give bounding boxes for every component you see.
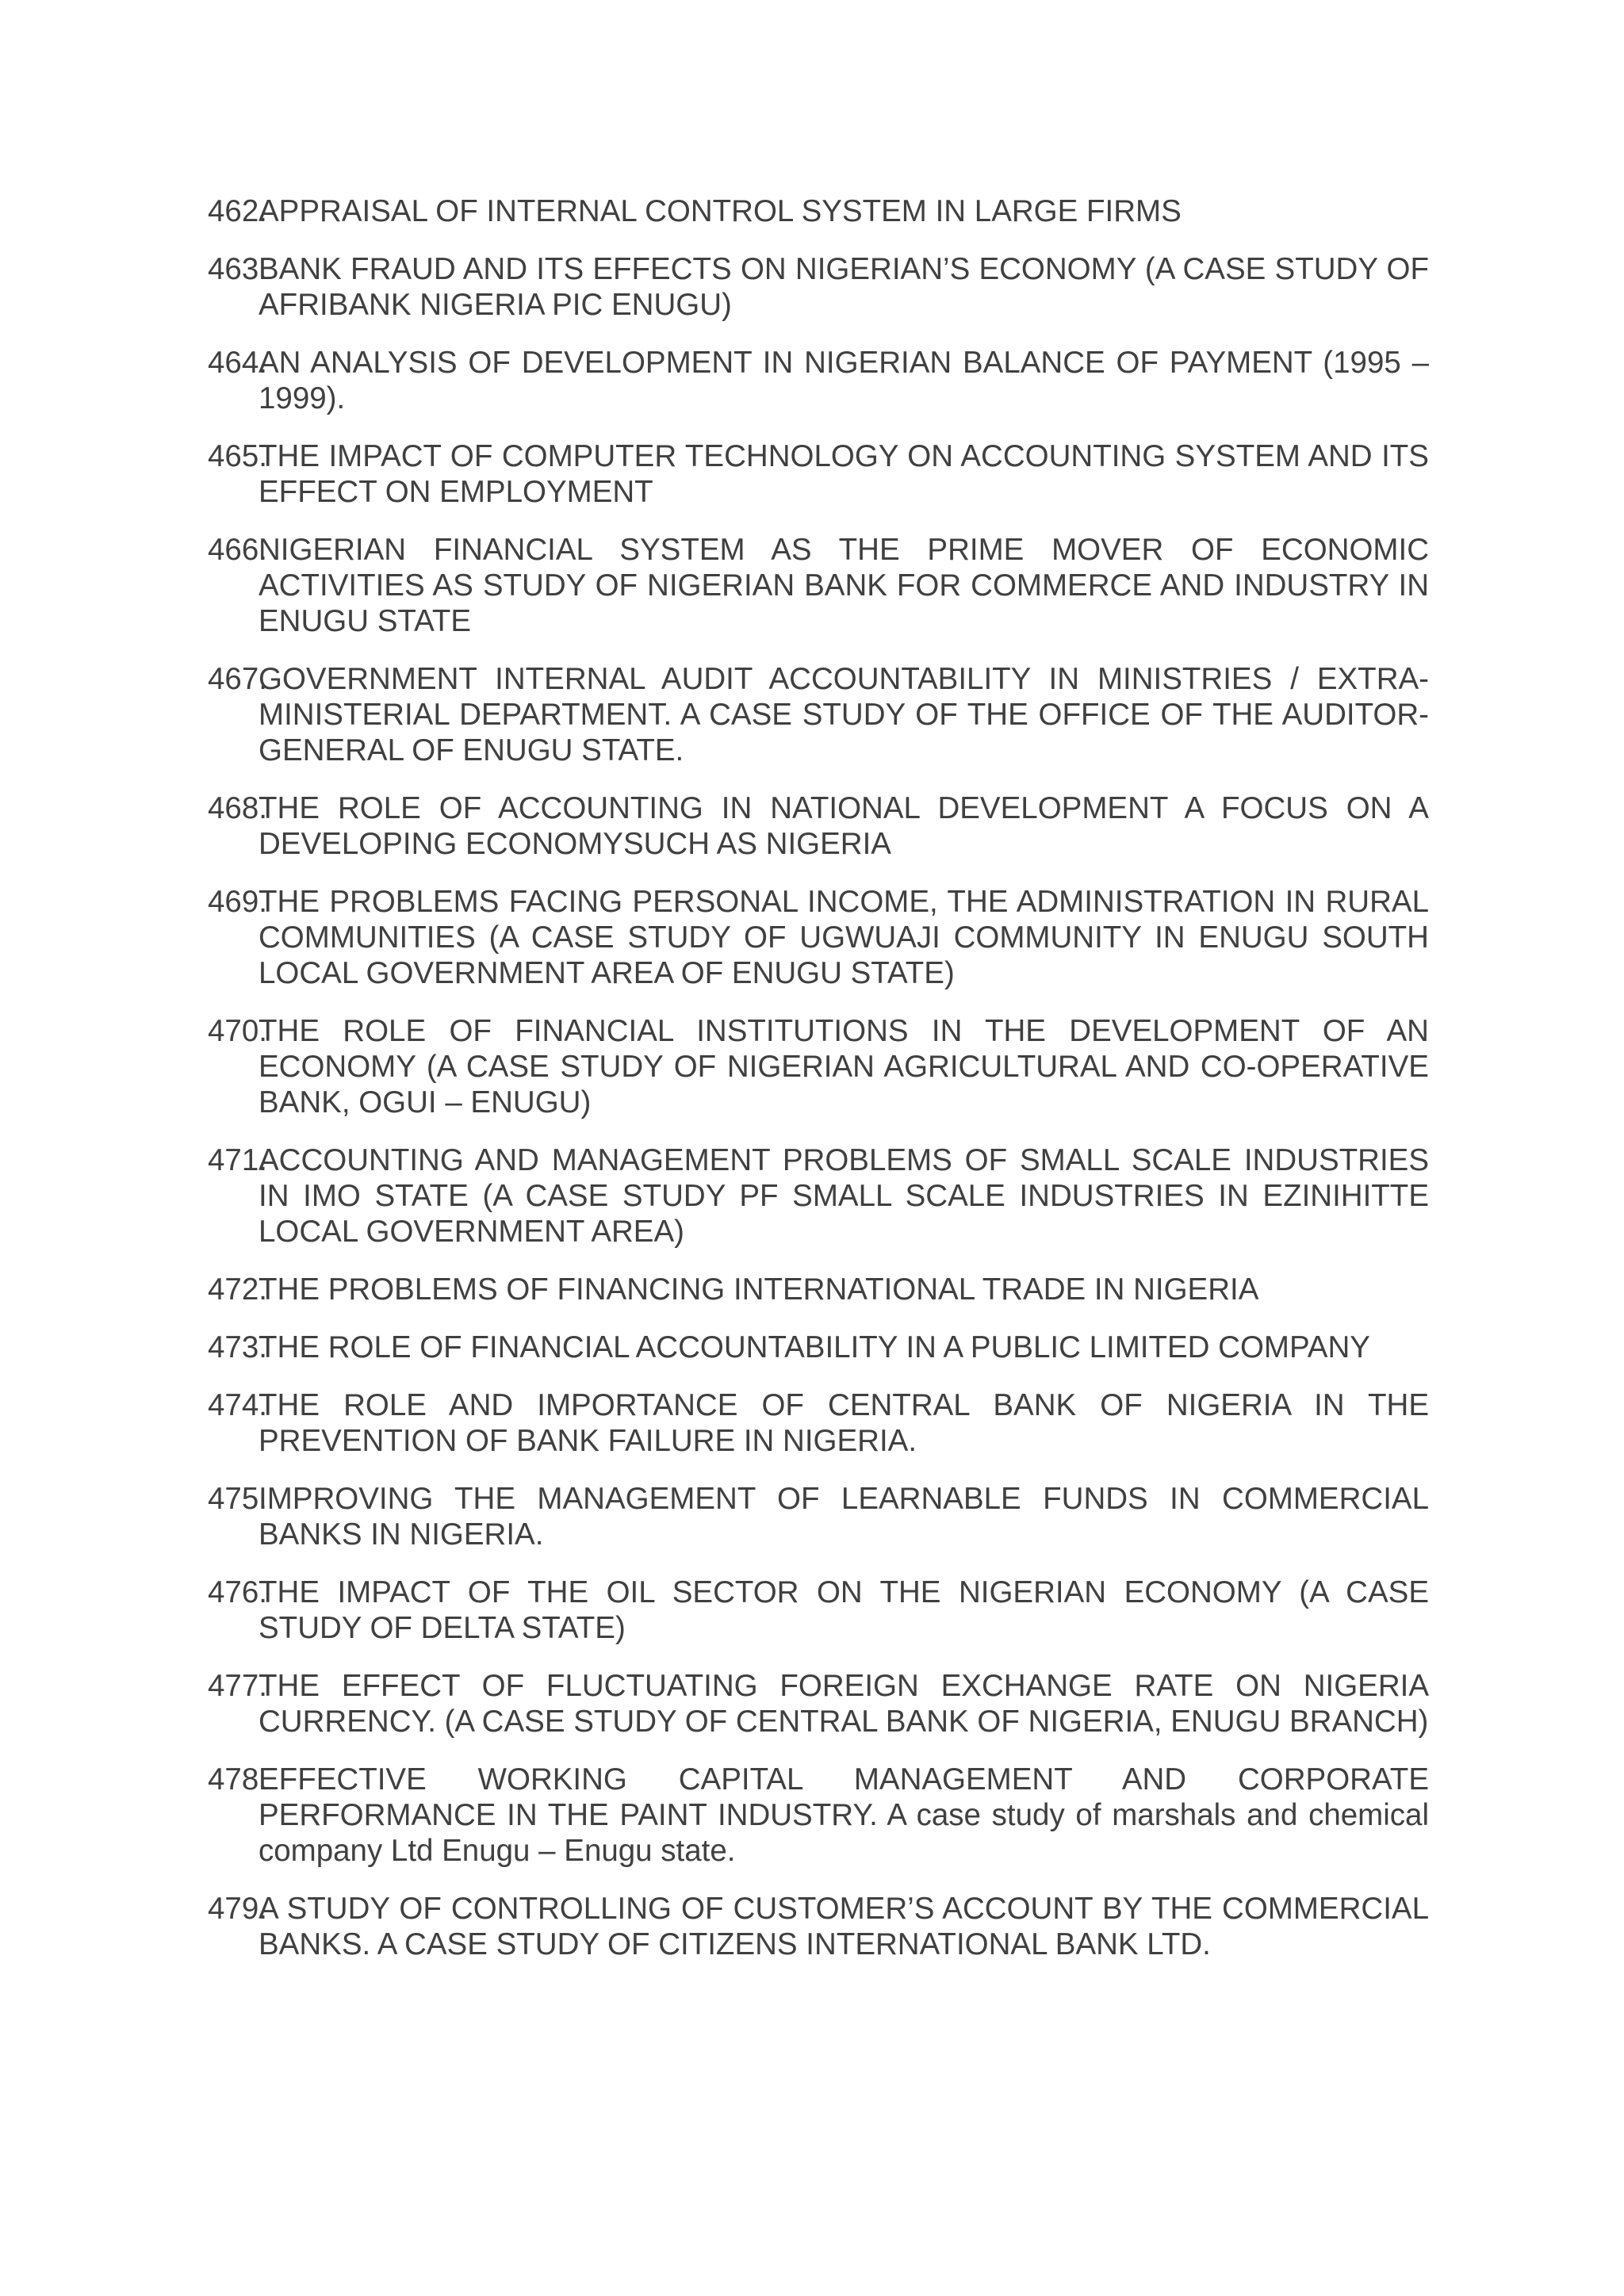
topic-title: THE ROLE AND IMPORTANCE OF CENTRAL BANK OF NIGERIA IN THE PREVENTION OF BANK FAILURE IN NIGERIA. xyxy=(259,1388,1429,1458)
topic-title: THE ROLE OF FINANCIAL INSTITUTIONS IN THE DEVELOPMENT OF AN ECONOMY (A CASE STUDY OF NIGERIAN AGRICULTURAL AND CO-OPERATIVE BANK, OGUI – ENUGU) xyxy=(259,1014,1429,1119)
topic-title: THE IMPACT OF THE OIL SECTOR ON THE NIGERIAN ECONOMY (A CASE STUDY OF DELTA STATE) xyxy=(259,1575,1429,1645)
topic-number: 471. xyxy=(208,1143,267,1177)
topic-item-471 xyxy=(208,1142,1429,1249)
topic-title: THE ROLE OF ACCOUNTING IN NATIONAL DEVELOPMENT A FOCUS ON A DEVELOPING ECONOMYSUCH AS NIGERIA xyxy=(259,791,1429,861)
topic-title: APPRAISAL OF INTERNAL CONTROL SYSTEM IN LARGE FIRMS xyxy=(259,194,1182,228)
topic-title: A STUDY OF CONTROLLING OF CUSTOMER’S ACCOUNT BY THE COMMERCIAL BANKS. A CASE STUDY OF CITIZENS INTERNATIONAL BANK LTD. xyxy=(259,1892,1429,1961)
topic-item-475 xyxy=(208,1481,1429,1552)
topic-title: GOVERNMENT INTERNAL AUDIT ACCOUNTABILITY IN MINISTRIES / EXTRA-MINISTERIAL DEPARTMENT. A CASE STUDY OF THE OFFICE OF THE AUDITOR-GENERAL OF ENUGU STATE. xyxy=(259,662,1429,767)
topic-number: 467. xyxy=(208,662,267,696)
topic-number: 477. xyxy=(208,1669,267,1703)
topic-title: NIGERIAN FINANCIAL SYSTEM AS THE PRIME MOVER OF ECONOMIC ACTIVITIES AS STUDY OF NIGERIAN BANK FOR COMMERCE AND INDUSTRY IN ENUGU STATE xyxy=(259,533,1429,638)
topic-title: ACCOUNTING AND MANAGEMENT PROBLEMS OF SMALL SCALE INDUSTRIES IN IMO STATE (A CASE STUDY PF SMALL SCALE INDUSTRIES IN EZINIHITTE LOCAL GOVERNMENT AREA) xyxy=(259,1143,1429,1249)
topic-title: THE EFFECT OF FLUCTUATING FOREIGN EXCHANGE RATE ON NIGERIA CURRENCY. (A CASE STUDY OF CENTRAL BANK OF NIGERIA, ENUGU BRANCH) xyxy=(259,1669,1429,1739)
topic-number: 464. xyxy=(208,346,267,380)
topic-item-476 xyxy=(208,1575,1429,1646)
topic-title: THE PROBLEMS FACING PERSONAL INCOME, THE ADMINISTRATION IN RURAL COMMUNITIES (A CASE STUDY OF UGWUAJI COMMUNITY IN ENUGU SOUTH LOCAL GOVERNMENT AREA OF ENUGU STATE) xyxy=(259,885,1429,990)
topic-number: 475. xyxy=(208,1482,267,1516)
topic-item-477 xyxy=(208,1668,1429,1739)
topic-number: 473. xyxy=(208,1330,267,1364)
topic-item-465 xyxy=(208,438,1429,510)
topic-item-464 xyxy=(208,345,1429,416)
topic-title: EFFECTIVE WORKING CAPITAL MANAGEMENT AND CORPORATE PERFORMANCE IN THE PAINT INDUSTRY. A case study of marshals and chemical company Ltd Enugu – Enugu state. xyxy=(259,1762,1429,1868)
topic-number: 462. xyxy=(208,194,267,228)
topic-item-479 xyxy=(208,1891,1429,1962)
topic-item-472 xyxy=(208,1272,1429,1307)
topic-number: 478. xyxy=(208,1762,267,1797)
topic-title: IMPROVING THE MANAGEMENT OF LEARNABLE FUNDS IN COMMERCIAL BANKS IN NIGERIA. xyxy=(259,1482,1429,1552)
topic-number: 465. xyxy=(208,439,267,473)
topic-item-474 xyxy=(208,1387,1429,1459)
topic-number: 466. xyxy=(208,533,267,567)
topic-number: 476. xyxy=(208,1575,267,1609)
topic-title: THE PROBLEMS OF FINANCING INTERNATIONAL TRADE IN NIGERIA xyxy=(259,1272,1259,1307)
topic-title: AN ANALYSIS OF DEVELOPMENT IN NIGERIAN BALANCE OF PAYMENT (1995 – 1999). xyxy=(259,346,1429,415)
topic-item-470 xyxy=(208,1013,1429,1120)
topic-item-462 xyxy=(208,193,1429,229)
topic-number: 479. xyxy=(208,1892,267,1926)
topic-number: 474. xyxy=(208,1388,267,1422)
topic-title: THE IMPACT OF COMPUTER TECHNOLOGY ON ACCOUNTING SYSTEM AND ITS EFFECT ON EMPLOYMENT xyxy=(259,439,1429,509)
topic-number: 463. xyxy=(208,252,267,286)
topic-item-467 xyxy=(208,661,1429,768)
project-topic-list xyxy=(208,193,1429,1984)
topic-item-469 xyxy=(208,884,1429,991)
topic-item-468 xyxy=(208,790,1429,862)
topic-item-473 xyxy=(208,1330,1429,1365)
topic-title: BANK FRAUD AND ITS EFFECTS ON NIGERIAN’S ECONOMY (A CASE STUDY OF AFRIBANK NIGERIA PIC ENUGU) xyxy=(259,252,1429,322)
topic-item-463 xyxy=(208,251,1429,323)
topic-number: 469. xyxy=(208,885,267,919)
topic-number: 472. xyxy=(208,1272,267,1307)
topic-title: THE ROLE OF FINANCIAL ACCOUNTABILITY IN A PUBLIC LIMITED COMPANY xyxy=(259,1330,1370,1364)
topic-number: 470. xyxy=(208,1014,267,1048)
topic-item-466 xyxy=(208,532,1429,639)
topic-item-478 xyxy=(208,1762,1429,1869)
topic-number: 468. xyxy=(208,791,267,825)
